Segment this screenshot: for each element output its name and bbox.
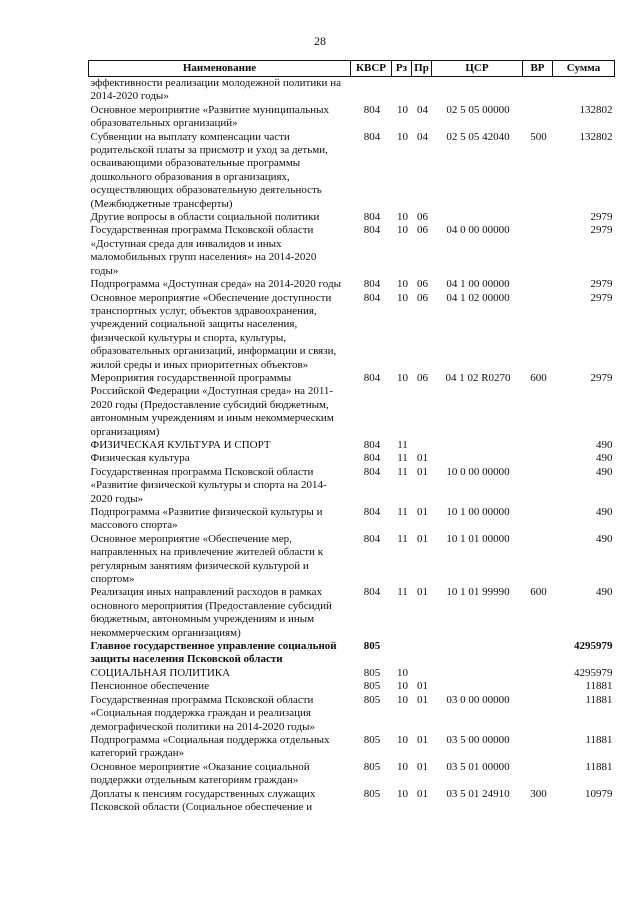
cell-vr: [523, 211, 553, 224]
cell-name: ФИЗИЧЕСКАЯ КУЛЬТУРА И СПОРТ: [90, 438, 271, 451]
table-row: [89, 761, 615, 788]
cell-sum: 4295979: [574, 666, 613, 679]
header-sum: Сумма: [553, 61, 615, 77]
cell-csr: [432, 667, 523, 680]
cell-kvsr: 805: [363, 640, 381, 653]
cell-kvsr: 805: [363, 760, 381, 773]
table-row: [89, 211, 615, 224]
table-header-row: [89, 61, 615, 77]
budget-table: [88, 60, 615, 814]
cell-pr: 04: [417, 103, 428, 116]
cell-pr: [412, 640, 432, 667]
cell-rz: 10: [397, 733, 408, 746]
cell-kvsr: 804: [363, 438, 381, 451]
cell-sum: 490: [596, 452, 613, 465]
cell-vr: [523, 506, 553, 533]
table-row: [89, 694, 615, 734]
cell-pr: [412, 439, 432, 452]
cell-csr: 02 5 05 42040: [446, 130, 510, 143]
header-pr: Пр: [412, 61, 432, 77]
cell-csr: 04 1 02 R0270: [445, 371, 511, 384]
table-row: [89, 439, 615, 452]
cell-csr: 03 5 00 00000: [446, 733, 510, 746]
cell-pr: 01: [417, 680, 428, 693]
cell-name: Основное мероприятие «Оказание социальной поддержки отдельным категориям граждан»: [90, 760, 310, 787]
cell-name: Подпрограмма «Развитие физической культуры и массового спорта»: [90, 506, 323, 532]
cell-name: Основное мероприятие «Обеспечение мер, направленных на привлечение жителей области к регулярным занятиям физической культурой и спортом»: [90, 532, 324, 586]
cell-name: Подпрограмма «Доступная среда» на 2014-2020 годы: [90, 278, 341, 291]
cell-vr: [523, 466, 553, 506]
cell-vr: 300: [530, 787, 547, 800]
cell-kvsr: 804: [363, 586, 381, 599]
cell-csr: [432, 640, 523, 667]
table-row: [89, 734, 615, 761]
table-row: [89, 788, 615, 815]
cell-kvsr: 804: [363, 224, 381, 237]
cell-csr: 03 5 01 24910: [446, 787, 510, 800]
header-rz: Рз: [392, 61, 412, 77]
cell-vr: 600: [530, 586, 547, 599]
cell-csr: [432, 211, 523, 224]
cell-vr: [523, 533, 553, 587]
cell-vr: [523, 640, 553, 667]
table-row: [89, 667, 615, 680]
cell-kvsr: [351, 77, 392, 104]
table-row: [89, 586, 615, 640]
table-row: [89, 224, 615, 278]
cell-pr: 01: [417, 586, 428, 599]
table-row: [89, 292, 615, 372]
cell-csr: 04 0 00 00000: [446, 224, 510, 237]
cell-vr: [523, 104, 553, 131]
cell-sum: 490: [596, 438, 613, 451]
header-kvsr: КВСР: [351, 61, 392, 77]
cell-pr: 01: [417, 452, 428, 465]
cell-pr: 01: [417, 787, 428, 800]
cell-vr: [523, 224, 553, 278]
cell-name: Реализация иных направлений расходов в рамках основного мероприятия (Предоставление субсидий бюджетным, автономным учреждениям и иным некоммерческим организациям): [90, 586, 332, 639]
cell-sum: 2979: [590, 211, 613, 224]
cell-rz: 11: [397, 506, 408, 518]
cell-csr: 10 1 00 00000: [446, 506, 510, 518]
cell-rz: 10: [397, 278, 408, 291]
cell-sum: 11881: [585, 760, 613, 773]
cell-rz: 10: [397, 130, 408, 143]
cell-sum: 11881: [585, 680, 613, 693]
cell-rz: 11: [397, 438, 408, 451]
cell-csr: 10 0 00 00000: [446, 465, 510, 478]
cell-vr: [523, 694, 553, 734]
cell-pr: [412, 667, 432, 680]
cell-sum: 2979: [590, 278, 613, 291]
cell-kvsr: 805: [363, 680, 381, 693]
cell-sum: 10979: [585, 787, 613, 800]
cell-sum: 4295979: [574, 640, 613, 653]
cell-rz: 11: [397, 532, 408, 545]
cell-kvsr: 805: [363, 693, 381, 706]
cell-kvsr: 804: [363, 211, 381, 224]
table-row: [89, 278, 615, 291]
cell-vr: [523, 734, 553, 761]
cell-csr: 10 1 01 00000: [446, 532, 510, 545]
cell-sum: 2979: [590, 371, 613, 384]
table-row: [89, 506, 615, 533]
cell-rz: 10: [397, 291, 408, 304]
cell-pr: 01: [417, 465, 428, 478]
cell-name: Государственная программа Псковской области «Доступная среда для инвалидов и иных маломобильных групп населения» на 2014-2020 годы»: [90, 224, 317, 277]
cell-name: Основное мероприятие «Развитие муниципальных образовательных организаций»: [90, 103, 329, 130]
cell-kvsr: 804: [363, 452, 381, 465]
cell-kvsr: 804: [363, 291, 381, 304]
cell-name: СОЦИАЛЬНАЯ ПОЛИТИКА: [90, 666, 231, 679]
cell-sum: 132802: [579, 130, 613, 143]
cell-rz: 10: [397, 680, 408, 693]
cell-rz: [392, 77, 412, 104]
table-row: [89, 372, 615, 439]
cell-rz: 11: [397, 452, 408, 465]
cell-name: Доплаты к пенсиям государственных служащих Псковской области (Социальное обеспечение и: [90, 787, 316, 813]
cell-rz: 10: [397, 211, 408, 224]
cell-rz: [392, 640, 412, 667]
cell-pr: 04: [417, 130, 428, 143]
cell-rz: 11: [397, 465, 408, 478]
table-row: [89, 533, 615, 587]
cell-vr: [523, 452, 553, 465]
cell-csr: 03 0 00 00000: [446, 693, 510, 706]
cell-vr: [523, 761, 553, 788]
cell-sum: 490: [596, 506, 613, 518]
cell-kvsr: 804: [363, 506, 381, 518]
cell-name: Пенсионное обеспечение: [90, 680, 210, 693]
header-name: Наименование: [89, 61, 351, 77]
cell-name: Субвенции на выплату компенсации части родительской платы за присмотр и уход за детьми, осваивающими образовательные программы дошкольного образования в организациях, осуществляющих образовательную деятельность (Межбюджетные трансферты): [90, 130, 328, 210]
cell-kvsr: 804: [363, 278, 381, 291]
cell-sum: 11881: [585, 733, 613, 746]
cell-rz: 10: [397, 224, 408, 237]
cell-pr: 06: [417, 291, 428, 304]
cell-name: Главное государственное управление социальной защиты населения Псковской области: [90, 640, 337, 666]
cell-csr: 10 1 01 99990: [446, 586, 510, 599]
cell-pr: 01: [417, 532, 428, 545]
cell-sum: 490: [596, 586, 613, 599]
cell-rz: 10: [397, 760, 408, 773]
cell-name: Физическая культура: [90, 452, 190, 465]
header-vr: ВР: [523, 61, 553, 77]
cell-name: эффективности реализации молодежной политики на 2014-2020 годы»: [90, 77, 341, 103]
cell-sum: 2979: [590, 291, 613, 304]
cell-rz: 10: [397, 371, 408, 384]
cell-vr: [523, 77, 553, 104]
cell-kvsr: 804: [363, 371, 381, 384]
cell-kvsr: 804: [363, 130, 381, 143]
cell-name: Другие вопросы в области социальной политики: [90, 211, 320, 224]
cell-pr: 01: [417, 733, 428, 746]
cell-name: Основное мероприятие «Обеспечение доступности транспортных услуг, объектов здравоохранения, учреждений социальной защиты населения, физической культуры и спорта, культуры, образовательных организаций, информации и связи, жилой среды и иных приоритетных объектов»: [90, 291, 337, 371]
cell-pr: 01: [417, 506, 428, 518]
cell-pr: [412, 77, 432, 104]
cell-kvsr: 804: [363, 103, 381, 116]
cell-vr: 500: [530, 130, 547, 143]
cell-sum: 2979: [590, 224, 613, 237]
cell-csr: [432, 439, 523, 452]
cell-kvsr: 804: [363, 532, 381, 545]
cell-sum: 490: [596, 465, 613, 478]
cell-pr: 06: [417, 211, 428, 224]
cell-pr: 01: [417, 760, 428, 773]
cell-sum: 132802: [579, 103, 613, 116]
cell-pr: 06: [417, 278, 428, 291]
cell-csr: [432, 452, 523, 465]
table-row: [89, 104, 615, 131]
table-row: [89, 77, 615, 104]
cell-vr: [523, 667, 553, 680]
table-row: [89, 466, 615, 506]
cell-csr: 04 1 00 00000: [446, 278, 510, 291]
cell-vr: [523, 292, 553, 372]
cell-sum: [553, 77, 615, 104]
table-row: [89, 640, 615, 667]
cell-name: Государственная программа Псковской области «Развитие физической культуры и спорта на 2014-2020 годы»: [90, 465, 327, 505]
table-row: [89, 452, 615, 465]
cell-sum: 11881: [585, 693, 613, 706]
cell-csr: [432, 77, 523, 104]
cell-vr: 600: [530, 371, 547, 384]
cell-rz: 10: [397, 666, 408, 679]
cell-vr: [523, 278, 553, 291]
cell-csr: 04 1 02 00000: [446, 291, 510, 304]
cell-pr: 01: [417, 693, 428, 706]
header-csr: ЦСР: [432, 61, 523, 77]
cell-kvsr: 805: [363, 733, 381, 746]
cell-vr: [523, 680, 553, 693]
cell-vr: [523, 439, 553, 452]
cell-kvsr: 805: [363, 666, 381, 679]
cell-kvsr: 805: [363, 787, 381, 800]
cell-csr: [432, 680, 523, 693]
cell-csr: 03 5 01 00000: [446, 760, 510, 773]
cell-sum: 490: [596, 532, 613, 545]
cell-rz: 10: [397, 787, 408, 800]
cell-pr: 06: [417, 224, 428, 237]
cell-pr: 06: [417, 371, 428, 384]
cell-name: Государственная программа Псковской области «Социальная поддержка граждан и реализация демографической политики на 2014-2020 годы»: [90, 693, 315, 733]
cell-csr: 02 5 05 00000: [446, 103, 510, 116]
cell-rz: 10: [397, 693, 408, 706]
cell-kvsr: 804: [363, 465, 381, 478]
cell-rz: 10: [397, 103, 408, 116]
cell-name: Подпрограмма «Социальная поддержка отдельных категорий граждан»: [90, 733, 330, 760]
cell-rz: 11: [397, 586, 408, 599]
table-row: [89, 680, 615, 693]
table-row: [89, 131, 615, 211]
page-number: 28: [314, 34, 326, 48]
cell-name: Мероприятия государственной программы Российской Федерации «Доступная среда» на 2011-2020 годы (Предоставление субсидий бюджетным, автономным учреждениям и иным некоммерческим организациям): [90, 371, 334, 438]
